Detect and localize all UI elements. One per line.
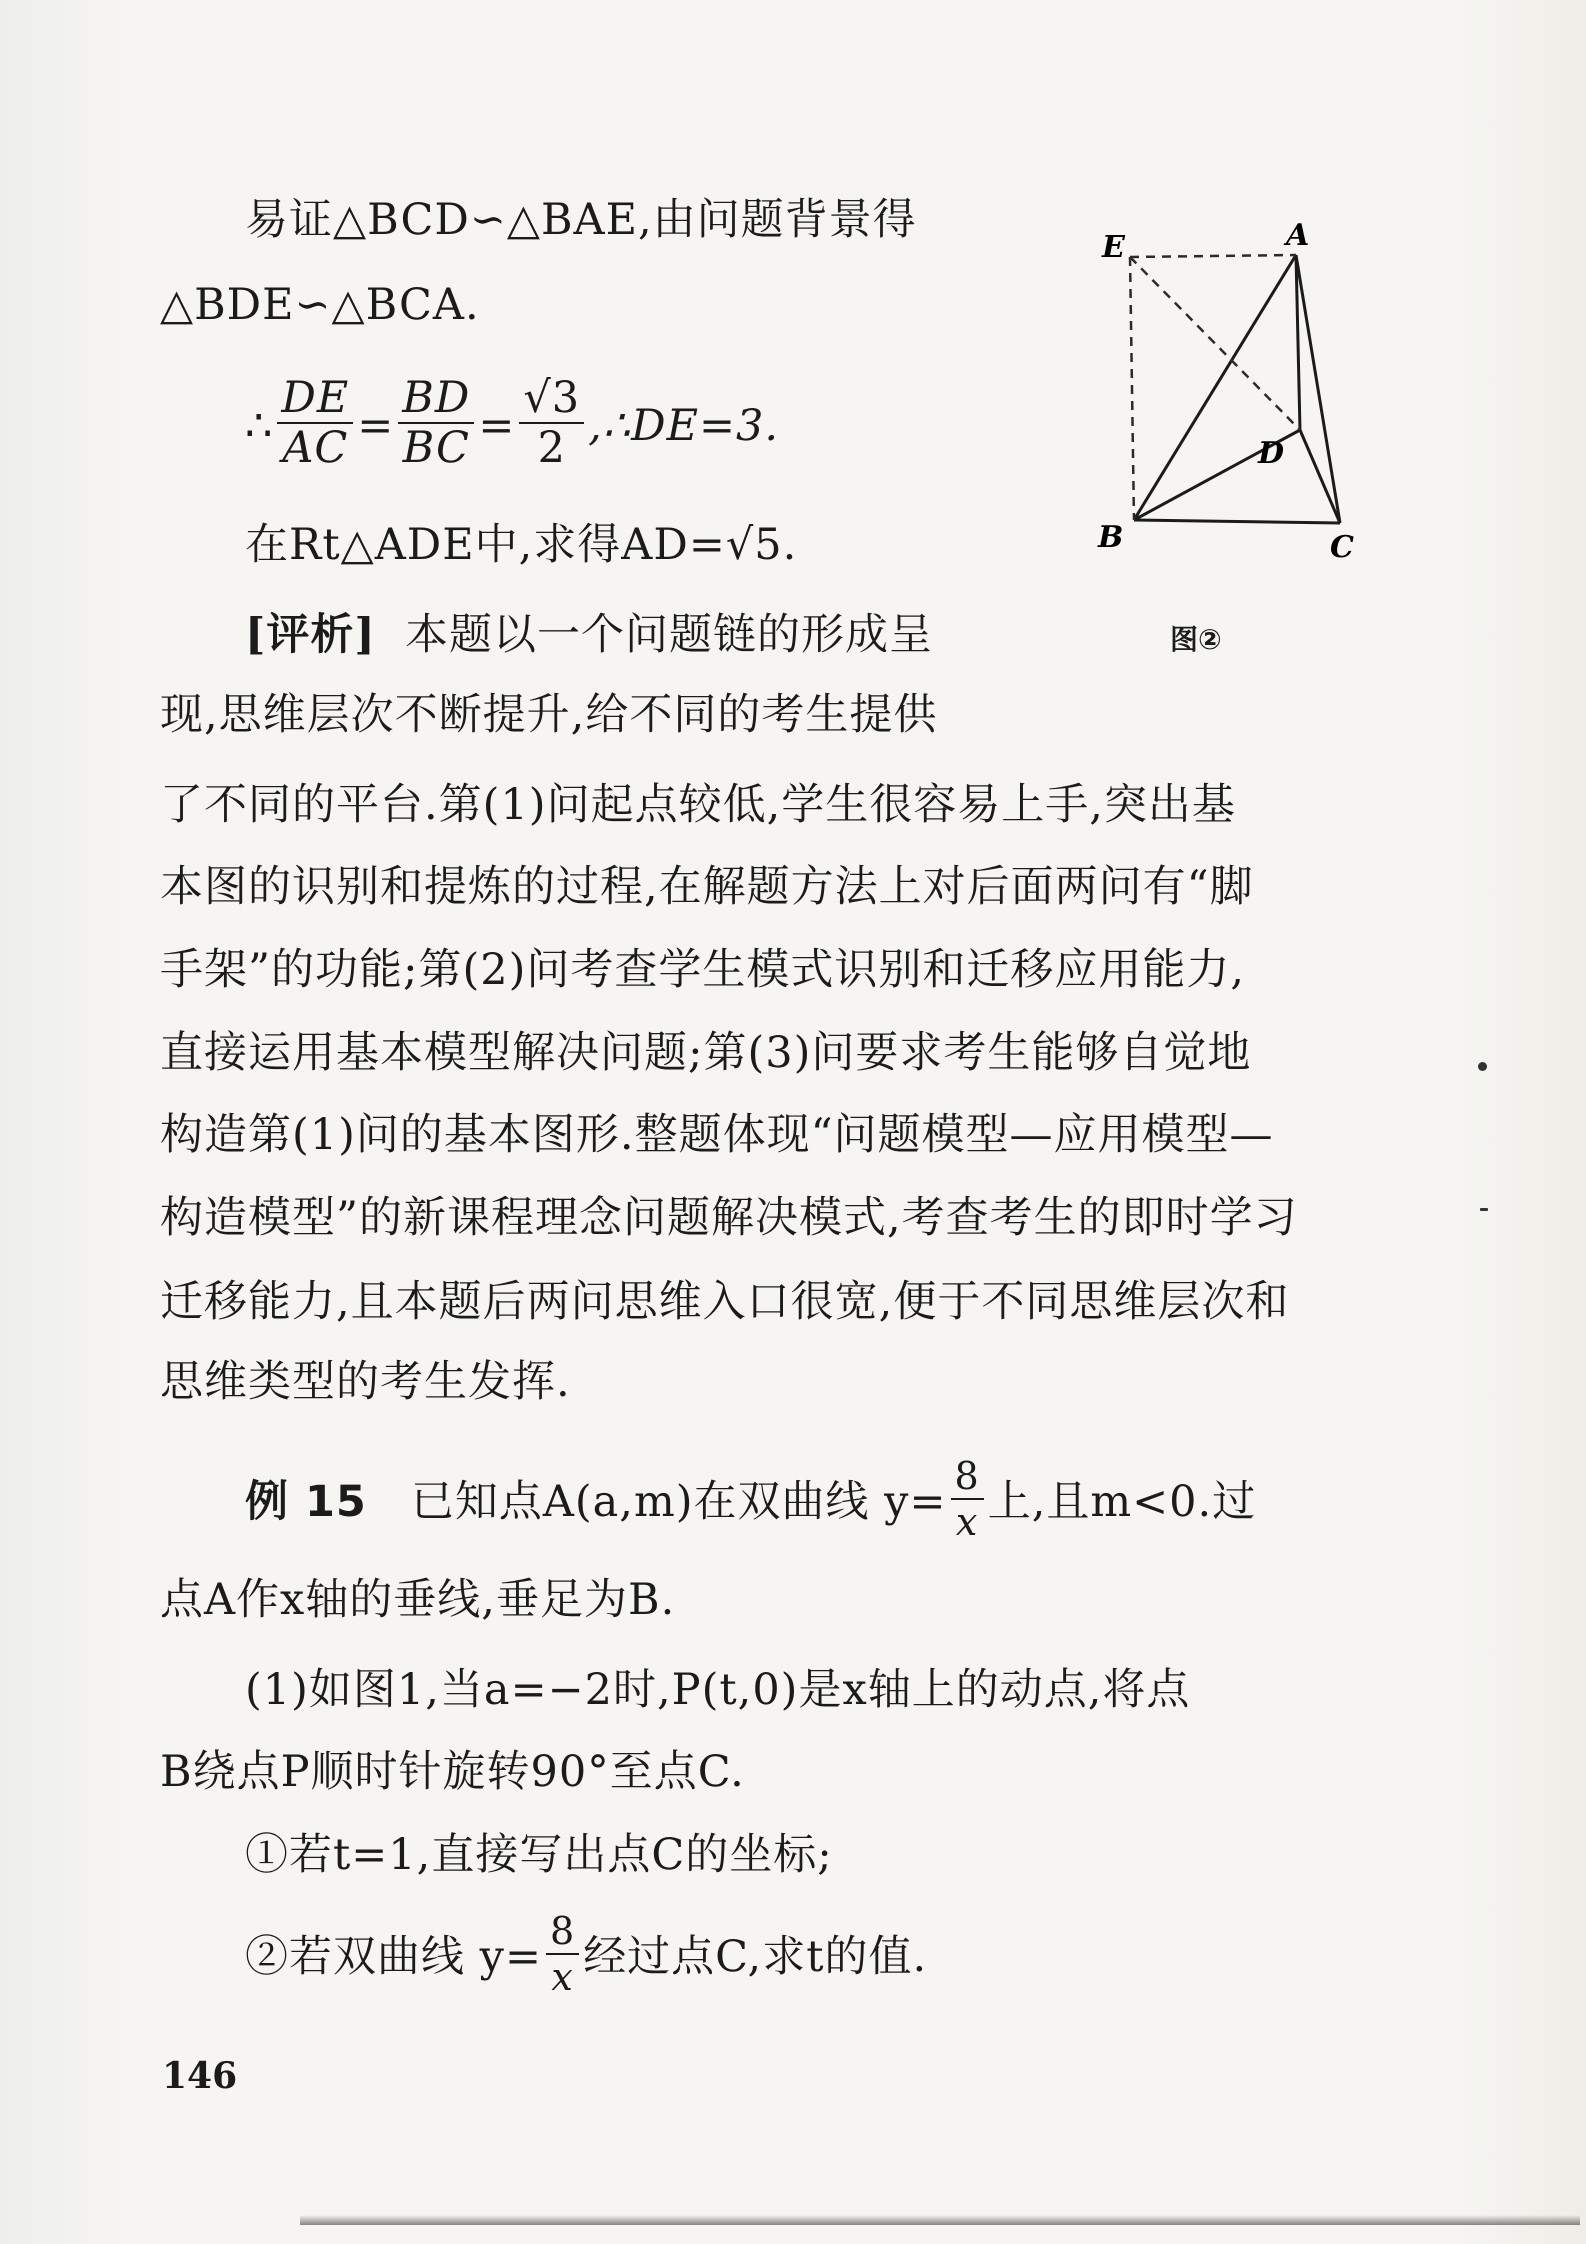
solution-result: ,∴DE=3. <box>588 401 780 451</box>
analysis-line-2: 现,思维层次不断提升,给不同的考生提供 <box>160 690 938 740</box>
page-number: 146 <box>162 2055 238 2097</box>
example-text: 已知点A(a,m)在双曲线 y= <box>410 1477 947 1527</box>
fraction-numerator: 8 <box>546 1909 579 1955</box>
analysis-line-10: 思维类型的考生发挥. <box>160 1357 571 1407</box>
analysis-line-5: 手架”的功能;第(2)问考查学生模式识别和迁移应用能力, <box>160 945 1246 995</box>
scan-speck <box>1480 1208 1488 1211</box>
fraction-8-over-x <box>546 1909 579 1999</box>
page-bottom-shadow <box>300 2215 1580 2225</box>
fraction-numerator: DE <box>277 374 353 424</box>
therefore-symbol: ∴ <box>245 401 274 451</box>
segment-ab <box>1134 255 1296 520</box>
point-label-c: C <box>1330 530 1354 565</box>
analysis-line-3: 了不同的平台.第(1)问起点较低,学生很容易上手,突出基 <box>160 780 1236 830</box>
fraction-numerator: 8 <box>951 1454 984 1500</box>
scan-speck <box>1478 1062 1487 1071</box>
solution-line-4: 在Rt△ADE中,求得AD=√5. <box>245 520 798 570</box>
segment-ac <box>1296 255 1340 523</box>
fraction-denominator: x <box>551 1955 574 1999</box>
fraction-numerator: BD <box>398 374 474 424</box>
point-label-d: D <box>1258 436 1285 471</box>
example-text: 经过点C,求t的值. <box>583 1932 928 1982</box>
segment-ed <box>1130 257 1300 430</box>
geometry-figure <box>1090 215 1390 575</box>
fraction-numerator: √3 <box>519 374 584 424</box>
solution-line-2: △BDE∽△BCA. <box>160 280 480 330</box>
example-line-2: 点A作x轴的垂线,垂足为B. <box>160 1575 676 1625</box>
example-text: 上,且m<0.过 <box>987 1477 1257 1527</box>
example-text: ②若双曲线 y= <box>245 1932 542 1982</box>
analysis-line-4: 本图的识别和提炼的过程,在解题方法上对后面两问有“脚 <box>160 862 1254 912</box>
point-label-a: A <box>1286 218 1310 253</box>
analysis-text: 本题以一个问题链的形成呈 <box>405 610 934 660</box>
figure-caption: 图② <box>1170 623 1222 656</box>
fraction-denominator: BC <box>402 423 470 473</box>
fraction-8-over-x <box>951 1454 984 1544</box>
example-line-6 <box>245 1909 928 2005</box>
analysis-line-6: 直接运用基本模型解决问题;第(3)问要求考生能够自觉地 <box>160 1028 1252 1078</box>
fraction-bd-bc <box>398 374 474 472</box>
analysis-tag: [评析] <box>245 610 376 660</box>
fraction-sqrt3-2 <box>519 374 584 472</box>
segment-ea <box>1130 255 1296 257</box>
example-line-1 <box>245 1454 1257 1550</box>
analysis-line-1 <box>245 605 933 665</box>
fraction-denominator: 2 <box>537 423 566 473</box>
equals-sign: = <box>357 401 395 451</box>
example-line-5: ①若t=1,直接写出点C的坐标; <box>245 1830 833 1880</box>
example-label: 例 15 <box>245 1477 367 1527</box>
segment-eb <box>1130 257 1134 520</box>
analysis-line-9: 迁移能力,且本题后两问思维入口很宽,便于不同思维层次和 <box>160 1277 1290 1327</box>
solution-ratio-equation <box>245 373 780 478</box>
point-label-e: E <box>1102 230 1125 265</box>
fraction-de-ac <box>277 374 353 472</box>
analysis-line-8: 构造模型”的新课程理念问题解决模式,考查考生的即时学习 <box>160 1193 1298 1243</box>
segment-bc <box>1134 520 1340 523</box>
example-line-4: B绕点P顺时针旋转90°至点C. <box>160 1747 745 1797</box>
fraction-denominator: x <box>955 1500 979 1544</box>
equals-sign: = <box>478 401 516 451</box>
segment-dc <box>1300 430 1340 523</box>
analysis-line-7: 构造第(1)问的基本图形.整题体现“问题模型—应用模型— <box>160 1110 1274 1160</box>
fraction-denominator: AC <box>282 423 349 473</box>
example-line-3: (1)如图1,当a=−2时,P(t,0)是x轴上的动点,将点 <box>245 1665 1191 1715</box>
point-label-b: B <box>1098 520 1124 555</box>
solution-line-1: 易证△BCD∽△BAE,由问题背景得 <box>245 195 917 245</box>
